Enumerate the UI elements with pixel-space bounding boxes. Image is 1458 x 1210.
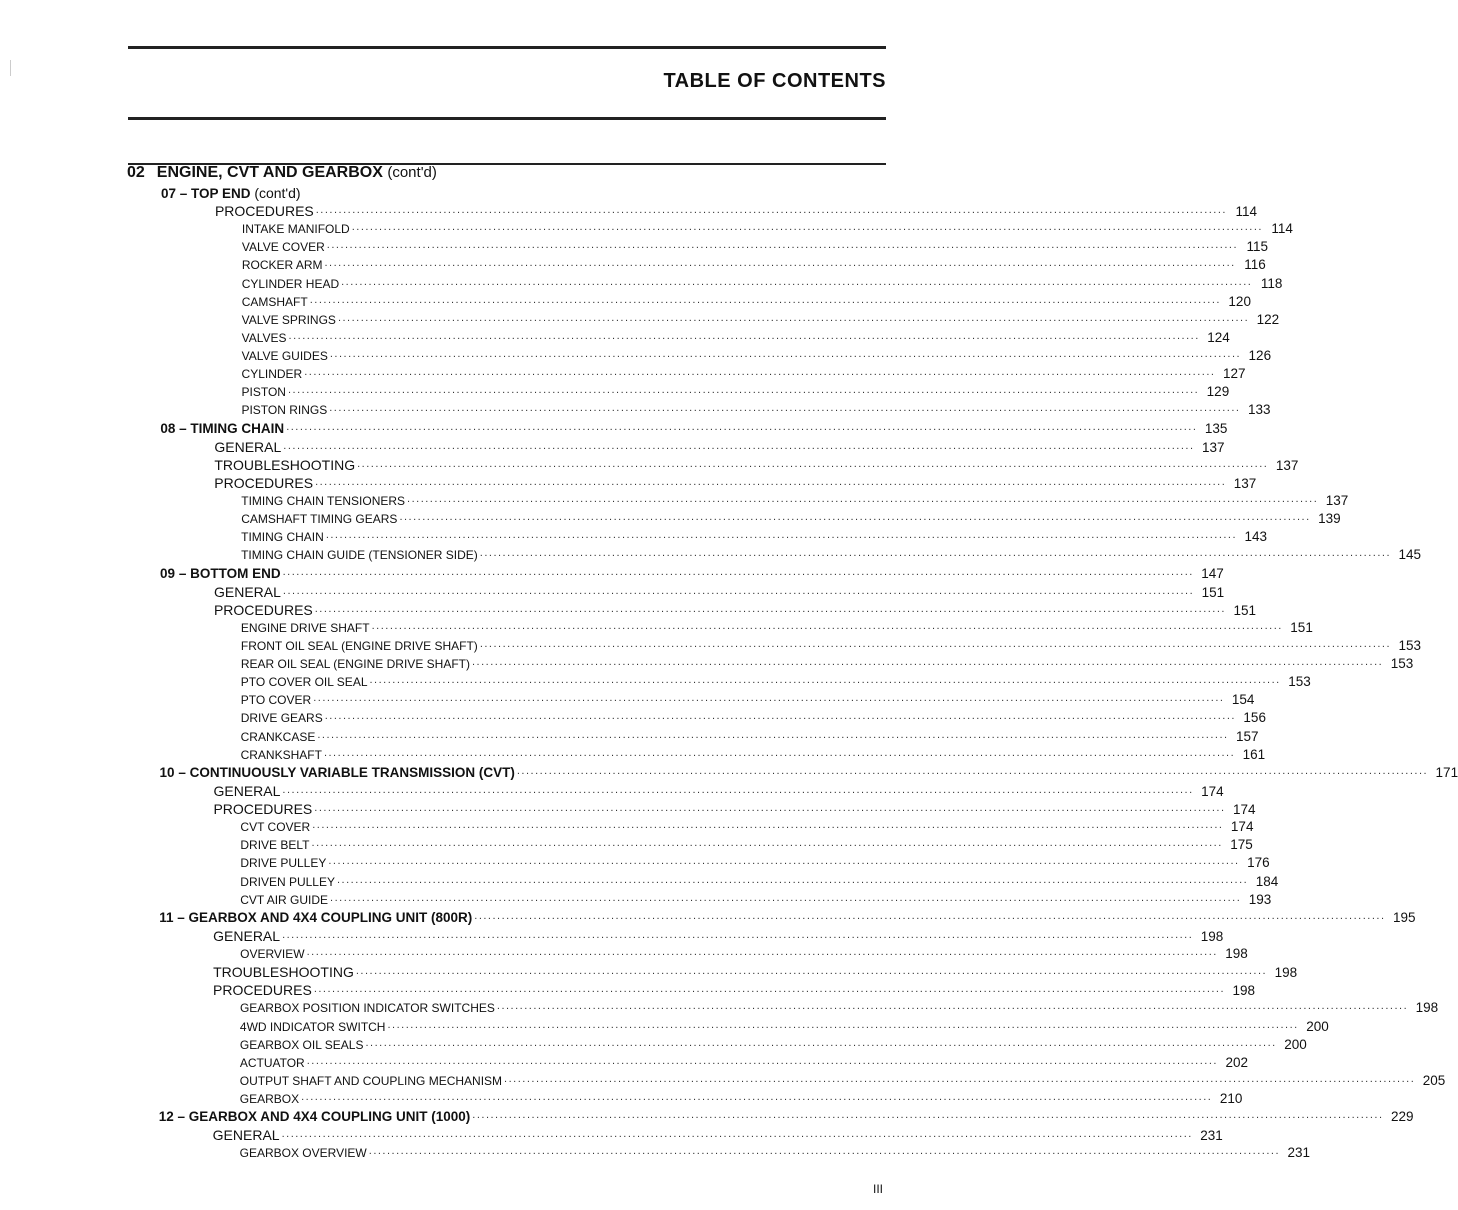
toc-entry-title: VALVE GUIDES	[241, 349, 328, 364]
dot-leader: ........................................................................................................................................................................................................	[306, 946, 1218, 959]
toc-entry[interactable]	[213, 982, 1256, 999]
section-suffix: (cont'd)	[387, 164, 437, 181]
toc-entry-title: PISTON	[241, 385, 286, 400]
toc-entry-title: GENERAL	[212, 1127, 280, 1144]
dot-leader: ........................................................................................................................................................................................................	[479, 638, 1392, 650]
toc-entry-suffix: (cont'd)	[254, 185, 301, 201]
toc-entry-title: PTO COVER OIL SEAL	[240, 675, 368, 690]
toc-entry-title: VALVE SPRINGS	[241, 312, 336, 327]
toc-entry-title: GENERAL	[214, 438, 282, 455]
dot-leader: ........................................................................................................................................................................................................	[282, 584, 1195, 597]
toc-entry-title: 09 – BOTTOM END	[160, 565, 281, 581]
toc-entry-page: 198	[1232, 983, 1256, 999]
toc-entry-page: 175	[1230, 837, 1253, 853]
dot-leader: ........................................................................................................................................................................................................	[399, 511, 1311, 524]
toc-entry[interactable]	[239, 1091, 1243, 1106]
toc-entry-page: 200	[1284, 1036, 1307, 1052]
toc-entry-page: 127	[1222, 366, 1246, 382]
toc-entry[interactable]	[241, 257, 1266, 273]
dot-leader: ........................................................................................................................................................................................................	[369, 674, 1281, 687]
toc-entry-title: ROCKER ARM	[241, 258, 323, 273]
section-number: 02	[127, 164, 145, 181]
toc-entry-page: 151	[1290, 619, 1313, 635]
toc-entry-page: 198	[1200, 928, 1224, 944]
toc-entry-page: 122	[1256, 311, 1280, 327]
toc-entry-page: 129	[1206, 384, 1230, 400]
toc-entry-label	[240, 838, 309, 852]
toc-entry-label	[214, 439, 281, 455]
toc-entry-title: PROCEDURES	[214, 203, 314, 220]
toc-entry-label	[159, 910, 472, 925]
dot-leader: ........................................................................................................................................................................................................	[368, 1145, 1280, 1158]
toc-entry-page: 120	[1228, 293, 1251, 309]
toc-entry-title: CVT COVER	[240, 820, 311, 835]
dot-leader: ........................................................................................................................................................................................................	[496, 1000, 1409, 1013]
toc-entry-label	[240, 875, 335, 889]
dot-leader: ........................................................................................................................................................................................................	[313, 692, 1225, 705]
toc-entry-title: DRIVE BELT	[240, 838, 310, 853]
toc-entry-label	[240, 1074, 502, 1088]
toc-entry-title: CAMSHAFT TIMING GEARS	[241, 512, 398, 527]
toc-entry-label	[240, 947, 304, 961]
toc-entry-label	[242, 277, 339, 291]
toc-entry-page: 147	[1201, 565, 1224, 581]
toc-entry[interactable]	[213, 964, 1298, 981]
toc-entry-title: REAR OIL SEAL (ENGINE DRIVE SHAFT)	[240, 657, 470, 672]
toc-entry-label	[213, 964, 354, 980]
toc-entry-title: CRANKSHAFT	[240, 747, 322, 762]
toc-entry-page: 202	[1225, 1054, 1248, 1070]
toc-entry-page: 116	[1244, 257, 1266, 273]
dot-leader: ........................................................................................................................................................................................................	[314, 802, 1226, 815]
toc-entry[interactable]	[161, 185, 301, 201]
toc-entry-label	[213, 1127, 280, 1143]
toc-entry-label	[242, 349, 328, 363]
toc-entry-title: GENERAL	[213, 927, 281, 944]
toc-entry-title: DRIVEN PULLEY	[240, 874, 335, 889]
dot-leader: ........................................................................................................................................................................................................	[479, 547, 1392, 560]
dot-leader: ........................................................................................................................................................................................................	[365, 1036, 1277, 1049]
toc-entry[interactable]	[240, 819, 1254, 835]
toc-entry-label	[160, 566, 281, 581]
toc-entry-title: PISTON RINGS	[241, 403, 328, 418]
toc-entry-page: 151	[1233, 602, 1256, 618]
toc-entry[interactable]	[241, 329, 1230, 345]
toc-entry-label	[160, 765, 515, 780]
toc-entry-page: 137	[1233, 475, 1257, 491]
dot-leader: ........................................................................................................................................................................................................	[306, 1054, 1218, 1067]
dot-leader: ........................................................................................................................................................................................................	[315, 475, 1227, 488]
dot-leader: ........................................................................................................................................................................................................	[288, 329, 1200, 342]
toc-entry-page: 200	[1306, 1018, 1329, 1034]
toc-entry-label	[159, 1109, 471, 1124]
dot-leader: ........................................................................................................................................................................................................	[472, 1109, 1384, 1122]
toc-entry-label	[240, 856, 326, 870]
toc-entry[interactable]	[158, 1109, 1414, 1125]
toc-entry-page: 184	[1255, 873, 1279, 889]
toc-entry-page: 124	[1207, 329, 1230, 345]
toc-entry-page: 231	[1200, 1128, 1223, 1144]
toc-entry[interactable]	[241, 311, 1280, 327]
toc-entry-label	[242, 313, 336, 327]
dot-leader: ........................................................................................................................................................................................................	[387, 1018, 1299, 1031]
dot-leader: ........................................................................................................................................................................................................	[324, 710, 1236, 723]
toc-entry-label	[241, 748, 322, 762]
toc-entry[interactable]	[212, 1127, 1223, 1144]
toc-entry[interactable]	[240, 873, 1279, 889]
toc-entry-label	[241, 730, 316, 744]
toc-entry[interactable]	[240, 855, 1270, 871]
toc-entry-page: 133	[1247, 402, 1271, 418]
dot-leader: ........................................................................................................................................................................................................	[324, 257, 1236, 270]
dot-leader: ........................................................................................................................................................................................................	[357, 457, 1269, 470]
toc-entry[interactable]	[240, 837, 1253, 853]
toc-entry-label	[213, 801, 312, 817]
toc-entry-label	[240, 1092, 299, 1106]
dot-leader: ........................................................................................................................................................................................................	[317, 728, 1229, 741]
dot-leader: ........................................................................................................................................................................................................	[309, 293, 1221, 306]
toc-entry-page: 137	[1325, 493, 1349, 509]
toc-entry-page: 174	[1201, 783, 1224, 799]
toc-entry-label	[241, 512, 397, 526]
dot-leader: ........................................................................................................................................................................................................	[325, 529, 1238, 542]
toc-entry-title: OVERVIEW	[240, 947, 305, 962]
toc-entry[interactable]	[240, 891, 1272, 907]
toc-entry-page: 171	[1435, 764, 1458, 780]
dot-leader: ........................................................................................................................................................................................................	[315, 204, 1227, 217]
toc-entry[interactable]	[239, 1072, 1446, 1088]
toc-entry-title: 12 – GEARBOX AND 4X4 COUPLING UNIT (1000)	[158, 1109, 471, 1125]
toc-entry-label	[241, 530, 324, 544]
toc-entry[interactable]	[241, 293, 1251, 309]
toc-entry-page: 161	[1242, 746, 1266, 762]
toc-entry-page: 114	[1271, 221, 1293, 237]
toc-entry-title: PTO COVER	[240, 693, 312, 708]
toc-entry-title: GEARBOX OIL SEALS	[239, 1037, 364, 1052]
toc-entry[interactable]	[214, 438, 1225, 455]
toc-entry[interactable]	[160, 565, 1224, 581]
toc-entry-page: 198	[1415, 1000, 1439, 1016]
toc-entry-title: TIMING CHAIN GUIDE (TENSIONER SIDE)	[241, 548, 478, 563]
toc-entry[interactable]	[241, 366, 1246, 382]
page-number: III	[872, 1182, 883, 1196]
toc-entry-title: FRONT OIL SEAL (ENGINE DRIVE SHAFT)	[240, 639, 478, 653]
toc-entry-title: CVT AIR GUIDE	[240, 892, 329, 907]
toc-entry[interactable]	[239, 1018, 1329, 1034]
toc-entry[interactable]	[159, 764, 1458, 780]
toc-entry-title: DRIVE GEARS	[240, 711, 323, 726]
toc-entry-title: INTAKE MANIFOLD	[241, 222, 350, 237]
toc-entry-label	[160, 421, 284, 436]
dot-leader: ........................................................................................................................................................................................................	[328, 855, 1240, 868]
dot-leader: ........................................................................................................................................................................................................	[336, 873, 1249, 886]
dot-leader: ........................................................................................................................................................................................................	[504, 1072, 1416, 1085]
dot-leader: ........................................................................................................................................................................................................	[337, 311, 1250, 324]
dot-leader: ........................................................................................................................................................................................................	[330, 891, 1242, 904]
dot-leader: ........................................................................................................................................................................................................	[281, 1128, 1193, 1141]
toc-entry[interactable]	[214, 474, 1257, 491]
toc-entry-page: 139	[1318, 511, 1341, 527]
toc-entry-label	[240, 820, 310, 834]
dot-leader: ........................................................................................................................................................................................................	[301, 1091, 1213, 1103]
toc-entry-label	[241, 548, 478, 562]
dot-leader: ........................................................................................................................................................................................................	[351, 221, 1263, 234]
toc-entry-page: 118	[1260, 275, 1283, 291]
toc-entry[interactable]	[241, 547, 1422, 563]
toc-entry-page: 198	[1274, 965, 1298, 981]
toc-entry-label	[161, 185, 301, 201]
toc-entry-page: 151	[1201, 584, 1225, 600]
toc-entry-label	[242, 385, 286, 399]
toc-entry-page: 198	[1225, 946, 1248, 962]
toc-entry-label	[240, 893, 328, 907]
dot-leader: ........................................................................................................................................................................................................	[407, 493, 1319, 506]
toc-entry-page: 174	[1230, 819, 1254, 835]
dot-leader: ........................................................................................................................................................................................................	[323, 746, 1236, 759]
dot-leader: ........................................................................................................................................................................................................	[282, 565, 1194, 578]
toc-entry-title: GEARBOX POSITION INDICATOR SWITCHES	[239, 1001, 495, 1016]
toc-entry-page: 210	[1219, 1091, 1243, 1106]
toc-entry-page: 157	[1236, 728, 1259, 744]
toc-entry-label	[240, 1056, 305, 1070]
toc-entry[interactable]	[239, 1145, 1310, 1161]
toc-entry[interactable]	[241, 384, 1230, 400]
toc-entry-title: PROCEDURES	[213, 801, 313, 818]
dot-leader: ........................................................................................................................................................................................................	[314, 602, 1226, 615]
toc-entry-title: ACTUATOR	[239, 1055, 305, 1070]
toc-entry-title: 11 – GEARBOX AND 4X4 COUPLING UNIT (800R)	[159, 909, 473, 925]
toc-entry[interactable]	[213, 601, 1256, 618]
toc-entry-label	[242, 222, 350, 236]
toc-entry[interactable]	[241, 221, 1293, 237]
toc-entry-page: 229	[1390, 1109, 1414, 1125]
page-title: TABLE OF CONTENTS	[663, 70, 886, 92]
dot-leader: ........................................................................................................................................................................................................	[341, 275, 1253, 288]
dot-leader: ........................................................................................................................................................................................................	[474, 909, 1386, 922]
toc-entry-label	[241, 403, 327, 417]
toc-entry-label	[214, 475, 313, 491]
toc-entry-page: 153	[1288, 674, 1311, 690]
toc-entry-title: TIMING CHAIN	[241, 530, 324, 545]
toc-entry-title: CYLINDER	[241, 367, 303, 382]
toc-entry-label	[242, 367, 303, 381]
toc-entry[interactable]	[214, 456, 1299, 473]
toc-entry[interactable]	[213, 801, 1256, 818]
toc-entry[interactable]	[240, 656, 1414, 672]
toc-entry-label	[241, 639, 478, 653]
toc-entry-label	[241, 693, 311, 707]
section-heading	[127, 164, 437, 182]
toc-entry-page: 126	[1248, 348, 1272, 364]
toc-entry[interactable]	[240, 692, 1255, 708]
toc-entry[interactable]	[240, 619, 1313, 635]
toc-entry-label	[240, 1020, 386, 1034]
toc-entry-title: TROUBLESHOOTING	[214, 456, 356, 473]
dot-leader: ........................................................................................................................................................................................................	[471, 656, 1384, 669]
toc-entry-title: PROCEDURES	[214, 474, 314, 491]
toc-entry-page: 205	[1422, 1072, 1446, 1088]
dot-leader: ........................................................................................................................................................................................................	[282, 783, 1194, 796]
toc-entry-label	[241, 494, 405, 508]
dot-leader: ........................................................................................................................................................................................................	[371, 619, 1283, 632]
dot-leader: ........................................................................................................................................................................................................	[312, 819, 1224, 832]
toc-entry-label	[215, 203, 314, 219]
dot-leader: ........................................................................................................................................................................................................	[286, 420, 1198, 433]
toc-entry-title: GENERAL	[214, 583, 281, 600]
toc-entry-title: GEARBOX OVERVIEW	[239, 1146, 367, 1161]
toc-entry-title: 07 – TOP END	[161, 186, 251, 201]
toc-entry-title: 4WD INDICATOR SWITCH	[239, 1019, 386, 1034]
toc-entry-title: VALVES	[241, 330, 287, 345]
toc-entry-label	[240, 1001, 495, 1015]
toc-entry-page: 193	[1248, 891, 1272, 907]
toc-entry-title: TIMING CHAIN TENSIONERS	[241, 494, 406, 509]
toc-entry-title: 08 – TIMING CHAIN	[160, 420, 285, 436]
toc-entry-page: 137	[1275, 457, 1299, 473]
toc-entry-label	[241, 675, 368, 689]
toc-entry-page: 174	[1232, 802, 1256, 818]
toc-entry-label	[214, 783, 281, 799]
toc-entry[interactable]	[241, 348, 1272, 364]
dot-leader: ........................................................................................................................................................................................................	[326, 239, 1239, 252]
toc-entry[interactable]	[214, 203, 1257, 220]
toc-entry[interactable]	[239, 1000, 1439, 1016]
toc-entry-title: VALVE COVER	[241, 240, 325, 255]
toc-entry-label	[214, 602, 313, 618]
toc-entry-page: 195	[1392, 909, 1416, 925]
toc-entry-label	[241, 711, 323, 725]
toc-entry-title: TROUBLESHOOTING	[213, 964, 354, 981]
toc-entry-page: 176	[1247, 855, 1270, 871]
toc-entry-page: 153	[1390, 656, 1414, 672]
toc-entry-label	[214, 457, 355, 473]
toc-entry-page: 231	[1287, 1145, 1310, 1161]
dot-leader: ........................................................................................................................................................................................................	[311, 837, 1223, 850]
toc-entry-page: 145	[1398, 547, 1422, 563]
toc-entry[interactable]	[240, 710, 1266, 726]
toc-entry-page: 137	[1201, 439, 1225, 455]
dot-leader: ........................................................................................................................................................................................................	[304, 366, 1216, 379]
toc-entry[interactable]	[240, 746, 1266, 762]
toc-entry[interactable]	[240, 638, 1422, 653]
dot-leader: ........................................................................................................................................................................................................	[283, 439, 1195, 452]
dot-leader: ........................................................................................................................................................................................................	[282, 928, 1194, 941]
toc-entry[interactable]	[240, 674, 1311, 690]
toc-entry-label	[213, 928, 280, 944]
toc-entry-label	[242, 295, 308, 309]
toc-entry-label	[242, 258, 323, 272]
toc-entry[interactable]	[239, 1054, 1248, 1070]
dot-leader: ........................................................................................................................................................................................................	[313, 983, 1226, 996]
toc-entry-page: 143	[1244, 529, 1268, 545]
toc-entry-label	[242, 331, 287, 345]
toc-entry[interactable]	[239, 1036, 1307, 1052]
header-top-rule	[128, 46, 886, 49]
dot-leader: ........................................................................................................................................................................................................	[329, 402, 1241, 415]
toc-entry-label	[214, 584, 281, 600]
toc-entry-title: PROCEDURES	[213, 601, 313, 618]
toc-entry[interactable]	[159, 909, 1416, 925]
toc-entry-page: 135	[1204, 420, 1228, 436]
dot-leader: ........................................................................................................................................................................................................	[287, 384, 1200, 397]
toc-entry-title: 10 – CONTINUOUSLY VARIABLE TRANSMISSION (CVT)	[159, 764, 515, 780]
toc-entry[interactable]	[241, 529, 1268, 545]
toc-entry-page: 154	[1231, 692, 1255, 708]
dot-leader: ........................................................................................................................................................................................................	[516, 764, 1429, 777]
dot-leader: ........................................................................................................................................................................................................	[329, 348, 1242, 361]
toc-entry-title: CRANKCASE	[240, 729, 316, 744]
toc-entry[interactable]	[213, 927, 1224, 944]
toc-entry-title: CAMSHAFT	[241, 294, 308, 309]
toc-entry-label	[241, 621, 370, 635]
toc-entry-label	[242, 240, 325, 254]
toc-entry-page: 153	[1398, 638, 1422, 653]
toc-entry-label	[240, 1038, 364, 1052]
toc-entry[interactable]	[240, 946, 1248, 962]
toc-entry-title: DRIVE PULLEY	[240, 856, 327, 871]
section-title: ENGINE, CVT AND GEARBOX	[156, 164, 383, 181]
toc-entry-title: ENGINE DRIVE SHAFT	[240, 620, 370, 635]
toc-entry-label	[241, 657, 470, 671]
toc-entry[interactable]	[241, 402, 1271, 418]
toc-entry-label	[240, 1146, 367, 1160]
toc-entry[interactable]	[213, 782, 1224, 799]
toc-entry-title: CYLINDER HEAD	[241, 276, 340, 291]
toc-entry-title: PROCEDURES	[213, 982, 312, 999]
toc-entry[interactable]	[241, 511, 1341, 527]
toc-entry-title: OUTPUT SHAFT AND COUPLING MECHANISM	[239, 1073, 503, 1088]
toc-entry-page: 156	[1243, 710, 1266, 726]
toc-entry-title: GENERAL	[213, 782, 281, 799]
toc-entry[interactable]	[241, 493, 1349, 509]
toc-entry[interactable]	[241, 275, 1283, 291]
toc-entry[interactable]	[160, 420, 1228, 436]
dot-leader: ........................................................................................................................................................................................................	[355, 965, 1268, 978]
toc-entry[interactable]	[214, 583, 1225, 600]
toc-entry-label	[213, 982, 312, 998]
scan-margin-mark	[10, 60, 11, 76]
header-bottom-rule	[128, 117, 886, 120]
toc-entry-page: 115	[1246, 239, 1269, 255]
toc-entry[interactable]	[240, 728, 1259, 744]
toc-entry-title: GEARBOX	[239, 1092, 300, 1106]
toc-entry[interactable]	[241, 239, 1269, 255]
toc-entry-page: 114	[1235, 204, 1257, 220]
